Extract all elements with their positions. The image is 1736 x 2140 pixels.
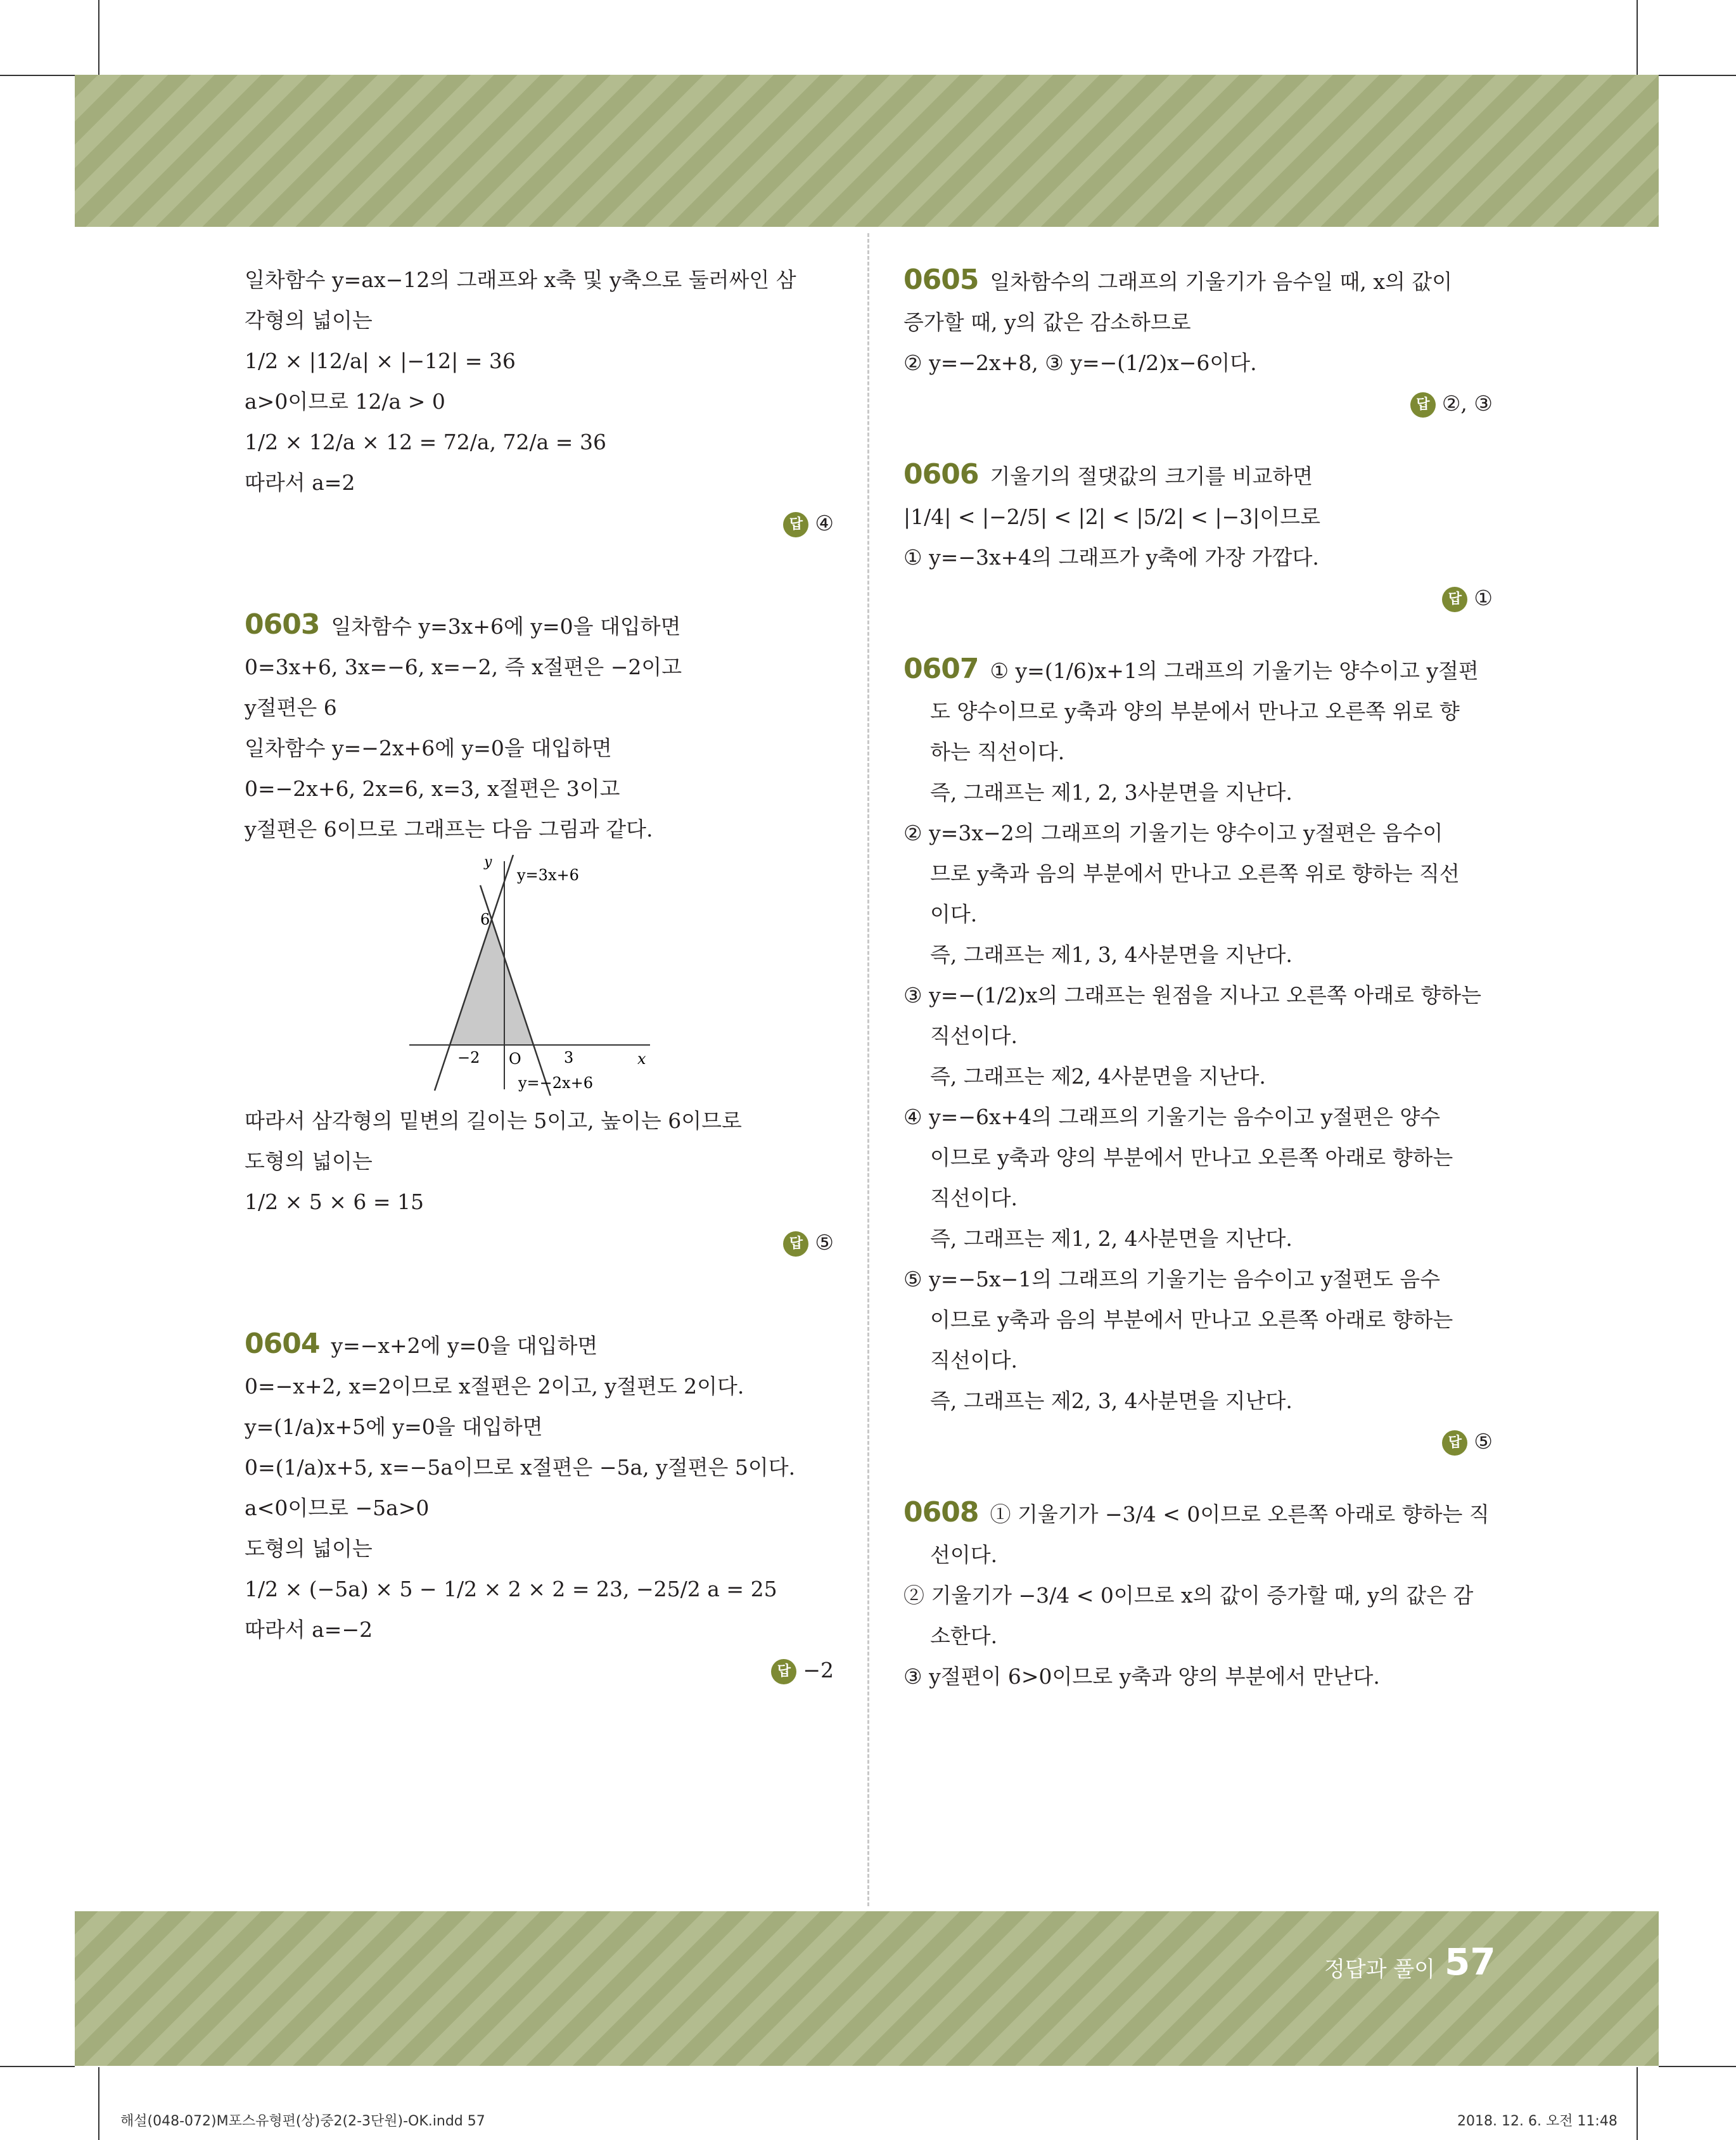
text-line: 소한다.: [930, 1624, 998, 1648]
text-line: 즉, 그래프는 제2, 4사분면을 지난다.: [930, 1064, 1266, 1089]
problem-number: 0603: [245, 608, 320, 641]
crop-mark: [0, 2066, 75, 2067]
equation-line: a>0이므로 12/a > 0: [245, 389, 445, 414]
text-line: 증가할 때, y의 값은 감소하므로: [903, 310, 1191, 335]
crop-mark: [1659, 2066, 1736, 2067]
text-line: 0608 ① 기울기가 −3/4 < 0이므로 오른쪽 아래로 향하는 직: [903, 1496, 1490, 1528]
text-line: ⑤ y=−5x−1의 그래프의 기울기는 음수이고 y절편도 음수: [903, 1267, 1441, 1291]
text-line: 이므로 y축과 양의 부분에서 만나고 오른쪽 아래로 향하는: [930, 1145, 1453, 1170]
text-line: 0603 일차함수 y=3x+6에 y=0을 대입하면: [245, 608, 681, 641]
text-line: 일차함수 y=ax−12의 그래프와 x축 및 y축으로 둘러싸인 삼: [245, 267, 796, 292]
page-number: 57: [1445, 1940, 1496, 1983]
tick-pos-label: 3: [564, 1049, 574, 1067]
answer-value: ①: [1474, 586, 1493, 610]
text-line: 직선이다.: [930, 1348, 1018, 1373]
equation-line: 1/2 × 5 × 6 = 15: [245, 1189, 424, 1214]
answer: [245, 1222, 834, 1263]
text-line: 므로 y축과 음의 부분에서 만나고 오른쪽 위로 향하는 직선: [930, 861, 1460, 886]
answer: [903, 578, 1493, 618]
crop-mark: [98, 2067, 99, 2140]
crop-mark: [1637, 0, 1638, 75]
answer-value: ⑤: [1474, 1429, 1493, 1454]
text-line: 도형의 넓이는: [245, 1149, 373, 1174]
text-line: 하는 직선이다.: [930, 740, 1065, 764]
text-line: y절편은 6: [245, 695, 337, 720]
header-band: [75, 75, 1659, 227]
equation-line: 0=−x+2, x=2이므로 x절편은 2이고, y절편도 2이다.: [245, 1374, 744, 1399]
text-line: ④ y=−6x+4의 그래프의 기울기는 음수이고 y절편은 양수: [903, 1105, 1441, 1129]
y-intercept-label: 6: [480, 911, 490, 928]
text-line: ② y=3x−2의 그래프의 기울기는 양수이고 y절편은 음수이: [903, 821, 1443, 845]
text-line: 도 양수이므로 y축과 양의 부분에서 만나고 오른쪽 위로 향: [930, 699, 1460, 724]
solution-0604: [245, 1324, 834, 1691]
footer-band: [75, 1911, 1659, 2066]
equation-line: 1/2 × |12/a| × |−12| = 36: [245, 349, 516, 373]
answer-value: −2: [803, 1658, 834, 1682]
text-line: 0607 ① y=(1/6)x+1의 그래프의 기울기는 양수이고 y절편: [903, 653, 1479, 685]
text-line: ③ y절편이 6>0이므로 y축과 양의 부분에서 만난다.: [903, 1664, 1380, 1689]
solution-0602-cont: [245, 260, 834, 544]
answer-badge: 답: [783, 1231, 808, 1257]
equation-line: 1/2 × 12/a × 12 = 72/a, 72/a = 36: [245, 430, 606, 454]
answer-badge: 답: [783, 512, 808, 537]
text-line: 즉, 그래프는 제1, 2, 4사분면을 지난다.: [930, 1226, 1292, 1251]
answer: [245, 1650, 834, 1691]
equation-line: 0=3x+6, 3x=−6, x=−2, 즉 x절편은 −2이고: [245, 655, 682, 679]
text-line: ① y=−3x+4의 그래프가 y축에 가장 가깝다.: [903, 545, 1319, 570]
text-line: 0605 일차함수의 그래프의 기울기가 음수일 때, x의 값이: [903, 264, 1453, 296]
answer-value: ⑤: [815, 1230, 834, 1255]
problem-number: 0608: [903, 1496, 979, 1528]
text-line: ③ y=−(1/2)x의 그래프는 원점을 지나고 오른쪽 아래로 향하는: [903, 983, 1481, 1008]
answer-badge: 답: [771, 1659, 796, 1684]
section-label: 정답과 풀이: [1324, 1957, 1436, 1982]
y-axis-label: y: [484, 855, 492, 870]
equation-line: a<0이므로 −5a>0: [245, 1496, 430, 1520]
problem-number: 0606: [903, 458, 979, 490]
text-line: 따라서 a=2: [245, 470, 355, 495]
answer-badge: 답: [1442, 587, 1467, 612]
text-line: 이다.: [930, 902, 978, 926]
equation-line: ② y=−2x+8, ③ y=−(1/2)x−6이다.: [903, 350, 1257, 375]
line2-label: y=−2x+6: [518, 1074, 593, 1092]
right-column: [903, 260, 1493, 1697]
crop-mark: [1659, 75, 1736, 76]
text-line: 일차함수 y=−2x+6에 y=0을 대입하면: [245, 736, 612, 760]
line1-label: y=3x+6: [517, 866, 579, 884]
equation-line: |1/4| < |−2/5| < |2| < |5/2| < |−3|이므로: [903, 504, 1320, 529]
equation-line: 1/2 × (−5a) × 5 − 1/2 × 2 × 2 = 23, −25/2 a = 25: [245, 1577, 777, 1601]
problem-number: 0607: [903, 653, 979, 685]
answer-badge: 답: [1410, 392, 1436, 418]
text-line: 0606 기울기의 절댓값의 크기를 비교하면: [903, 458, 1313, 490]
text-line: 선이다.: [930, 1542, 998, 1567]
answer: [903, 1421, 1493, 1462]
problem-number: 0604: [245, 1328, 320, 1360]
text-line: 각형의 넓이는: [245, 308, 373, 333]
solution-0608: [903, 1492, 1493, 1697]
text-line: 0604 y=−x+2에 y=0을 대입하면: [245, 1328, 598, 1360]
answer-value: ②, ③: [1441, 391, 1493, 416]
answer-badge: 답: [1442, 1430, 1467, 1456]
text-line: 따라서 a=−2: [245, 1617, 373, 1642]
equation-line: 0=−2x+6, 2x=6, x=3, x절편은 3이고: [245, 776, 620, 801]
x-axis-label: x: [637, 1050, 646, 1068]
crop-mark: [98, 0, 99, 75]
text-line: 이므로 y축과 음의 부분에서 만나고 오른쪽 아래로 향하는: [930, 1307, 1453, 1332]
text-line: 도형의 넓이는: [245, 1536, 373, 1561]
text-line: ② 기울기가 −3/4 < 0이므로 x의 값이 증가할 때, y의 값은 감: [903, 1583, 1474, 1608]
answer: [245, 503, 834, 544]
text-line: y절편은 6이므로 그래프는 다음 그림과 같다.: [245, 817, 653, 842]
graph-figure: [409, 855, 663, 1096]
problem-number: 0605: [903, 264, 979, 296]
equation-line: 0=(1/a)x+5, x=−5a이므로 x절편은 −5a, y절편은 5이다.: [245, 1455, 796, 1480]
crop-mark: [0, 75, 75, 76]
text-line: 즉, 그래프는 제1, 2, 3사분면을 지난다.: [930, 780, 1292, 805]
solution-0607: [903, 649, 1493, 1462]
solution-0606: [903, 454, 1493, 618]
equation-line: y=(1/a)x+5에 y=0을 대입하면: [245, 1414, 543, 1439]
file-slug: 해설(048-072)M포스유형편(상)중2(2-3단원)-OK.indd 57: [120, 2113, 485, 2129]
text-line: 따라서 삼각형의 밑변의 길이는 5이고, 높이는 6이므로: [245, 1108, 742, 1133]
column-divider: [867, 233, 869, 1906]
answer: [903, 383, 1493, 424]
solution-0603: [245, 605, 834, 1263]
text-line: 직선이다.: [930, 1186, 1018, 1210]
origin-label: O: [509, 1050, 521, 1068]
tick-neg-label: −2: [457, 1049, 480, 1067]
date-slug: 2018. 12. 6. 오전 11:48: [1457, 2113, 1618, 2129]
text-line: 직선이다.: [930, 1023, 1018, 1048]
left-column: [245, 260, 834, 1691]
answer-value: ④: [815, 511, 834, 535]
text-line: 즉, 그래프는 제2, 3, 4사분면을 지난다.: [930, 1388, 1292, 1413]
crop-mark: [1637, 2067, 1638, 2140]
text-line: 즉, 그래프는 제1, 3, 4사분면을 지난다.: [930, 942, 1292, 967]
shaded-triangle: [450, 919, 533, 1045]
solution-0605: [903, 260, 1493, 424]
